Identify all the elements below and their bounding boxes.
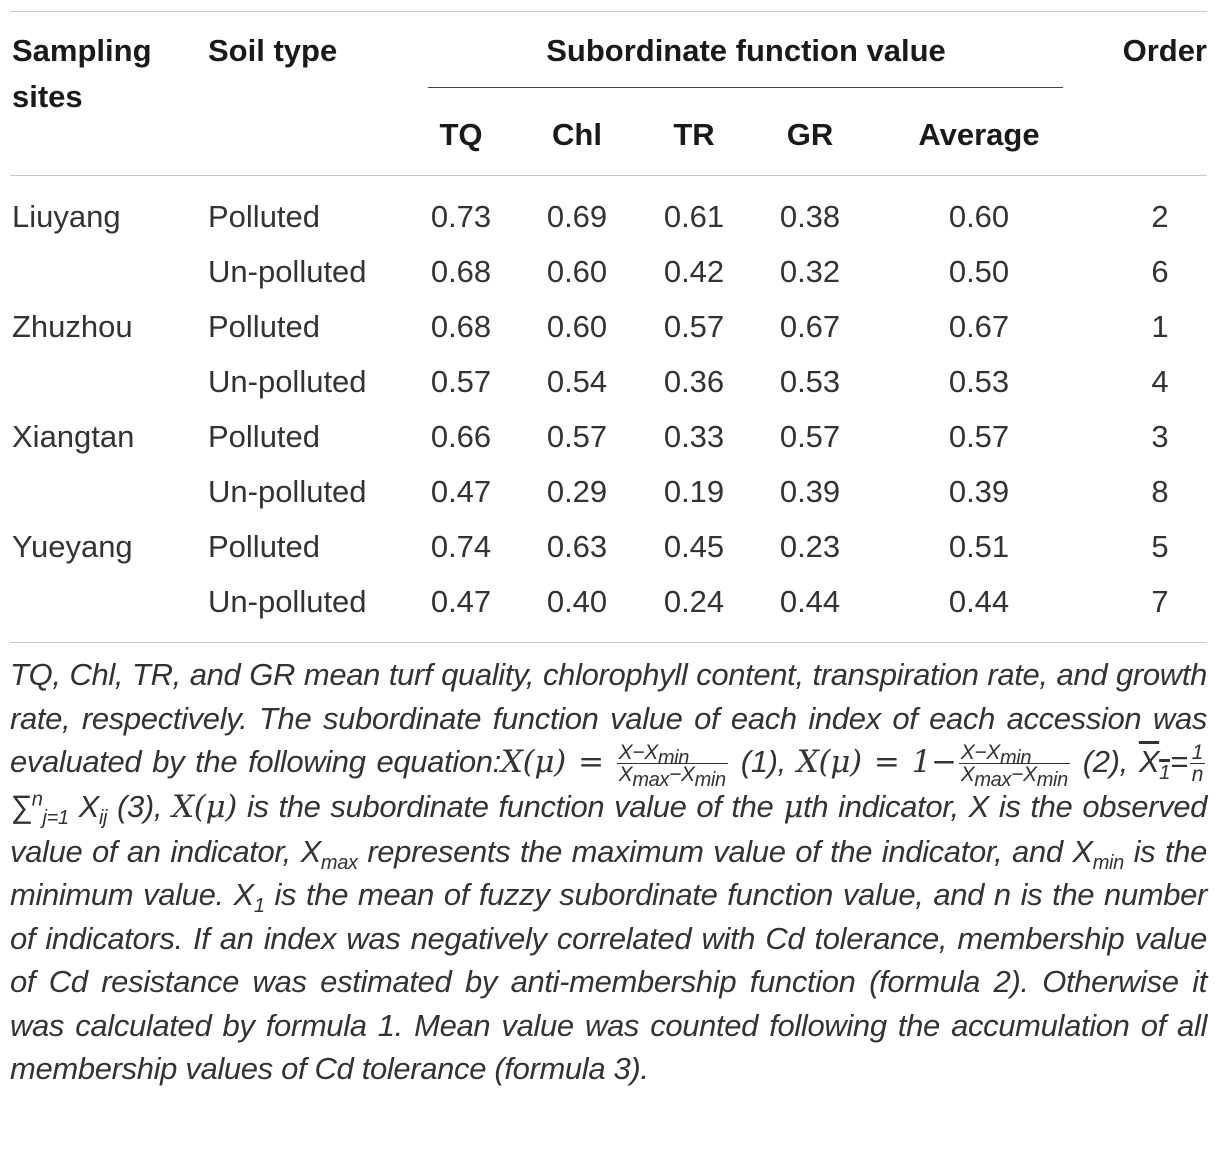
- cell-site: Zhuzhou: [12, 309, 133, 344]
- eq2-lhs: X(μ) = 1−: [796, 744, 957, 780]
- cell-soil: Polluted: [208, 309, 321, 344]
- footnote-intro: TQ, Chl, TR, and GR mean turf quality, chlorophyll content, transpiration rate, and growth rate, respectively. The subordinate function value of each index of each accession was evaluated by the following equation:: [10, 657, 1207, 779]
- cell-gr: 0.53: [779, 364, 841, 399]
- cell-soil: Un-polluted: [208, 474, 367, 509]
- header-sampling-sites: Sampling sites: [12, 33, 152, 114]
- cell-gr: 0.32: [779, 254, 841, 289]
- cell-tr: 0.19: [663, 474, 725, 509]
- cell-tq: 0.47: [430, 474, 492, 509]
- table-header-rule: [10, 175, 1207, 176]
- table-top-rule: [10, 11, 1207, 12]
- eq2-label: (2),: [1082, 744, 1128, 779]
- cell-order: 4: [1151, 364, 1169, 399]
- footnote-text-6: is the mean of fuzzy subordinate function value, and n is the number of indicators. If an index was negatively correlated with Cd tolerance, membership value of Cd resistance was estimated by anti-membership function (formula 2). Otherwise it was calculated by formula 1. Mean value was counted following the accumulation of all membership values of Cd tolerance (formula 3).: [10, 877, 1207, 1087]
- header-average: Average: [918, 117, 1040, 152]
- mu-symbol: μ: [783, 789, 804, 826]
- cell-soil: Polluted: [208, 199, 321, 234]
- subheader-rule: [428, 87, 1063, 88]
- cell-soil: Un-polluted: [208, 584, 367, 619]
- cell-tq: 0.68: [430, 254, 492, 289]
- sum-symbol: ∑: [10, 789, 32, 825]
- cell-order: 1: [1151, 309, 1169, 344]
- footnote-text-4: represents the maximum value of the indicator, and X: [367, 833, 1093, 869]
- cell-site: Xiangtan: [12, 419, 135, 454]
- cell-gr: 0.57: [779, 419, 841, 454]
- cell-chl: 0.69: [546, 199, 608, 234]
- cell-chl: 0.60: [546, 254, 608, 289]
- cell-tr: 0.57: [663, 309, 725, 344]
- cell-average: 0.60: [948, 199, 1010, 234]
- cell-order: 6: [1151, 254, 1169, 289]
- cell-site: Liuyang: [12, 199, 121, 234]
- cell-tr: 0.24: [663, 584, 725, 619]
- cell-gr: 0.23: [779, 529, 841, 564]
- header-subordinate-function-value: Subordinate function value: [546, 33, 946, 68]
- cell-tr: 0.42: [663, 254, 725, 289]
- eq2-fraction: $\frac{X-X_{min}}{X_{max}-X_{min}}$: [960, 741, 1068, 792]
- cell-chl: 0.40: [546, 584, 608, 619]
- cell-soil: Un-polluted: [208, 364, 367, 399]
- header-tq: TQ: [439, 117, 483, 152]
- header-tr: TR: [673, 117, 715, 152]
- cell-tr: 0.33: [663, 419, 725, 454]
- cell-average: 0.67: [948, 309, 1010, 344]
- cell-soil: Polluted: [208, 419, 321, 454]
- cell-gr: 0.39: [779, 474, 841, 509]
- footnote-text-5: is the minimum value. X: [10, 833, 1208, 913]
- header-gr: GR: [786, 117, 834, 152]
- header-soil-type: Soil type: [208, 33, 338, 68]
- cell-tq: 0.57: [430, 364, 492, 399]
- cell-tq: 0.66: [430, 419, 492, 454]
- xmu-symbol: X(μ): [172, 789, 238, 826]
- cell-tr: 0.45: [663, 529, 725, 564]
- header-chl: Chl: [552, 117, 602, 152]
- cell-average: 0.50: [948, 254, 1010, 289]
- cell-order: 2: [1151, 199, 1169, 234]
- table-footnote: TQ, Chl, TR, and GR mean turf quality, chlorophyll content, transpiration rate, and growth rate, respectively. The subordinate function value of each index of each accession was evaluated by the following equation:X(μ) = $\frac{X-X_{min}}{X_{max}-X_{min}}$ (1), X(μ) = 1− $\frac{X-X_{min}}{X_{max}-X_{min}}$ (2), $X_1=$ $\frac{1}{n}$ ∑$^n_{j=1}$ $X_{ij}$ (3), X(μ) is the subordinate function value of the μth indicator, X is the observed value of an indicator, $X_{max}$ represents the maximum value of the indicator, and $X_{min}$ is the minimum value. $X_1$ is the mean of fuzzy subordinate function value, and n is the number of indicators. If an index was negatively correlated with Cd tolerance, membership value of Cd resistance was estimated by anti-membership function (formula 2). Otherwise it was calculated by formula 1. Mean value was counted following the accumulation of all membership values of Cd tolerance (formula 3).: [10, 657, 1208, 1087]
- cell-soil: Un-polluted: [208, 254, 367, 289]
- eq1-lhs: X(μ) =: [500, 744, 604, 780]
- footnote-text-3: th indicator, X is the observed value of an indicator, X: [10, 789, 1208, 869]
- cell-tq: 0.74: [430, 529, 492, 564]
- eq1-fraction: $\frac{X-X_{min}}{X_{max}-X_{min}}$: [618, 741, 726, 792]
- cell-tq: 0.73: [430, 199, 492, 234]
- cell-chl: 0.54: [546, 364, 608, 399]
- cell-soil: Polluted: [208, 529, 321, 564]
- cell-tr: 0.61: [663, 199, 725, 234]
- cell-gr: 0.44: [779, 584, 841, 619]
- cell-tr: 0.36: [663, 364, 725, 399]
- cell-tq: 0.68: [430, 309, 492, 344]
- table-bottom-rule: [10, 642, 1207, 643]
- cell-chl: 0.60: [546, 309, 608, 344]
- cell-site: Yueyang: [12, 529, 133, 564]
- eq3-equals: =: [1169, 744, 1188, 779]
- cell-average: 0.44: [948, 584, 1010, 619]
- cell-order: 7: [1151, 584, 1169, 619]
- eq3-fraction: $\frac{1}{n}$: [1191, 741, 1204, 787]
- cell-average: 0.51: [948, 529, 1010, 564]
- eq3-mean: $X_1$: [1138, 744, 1170, 785]
- cell-gr: 0.67: [779, 309, 841, 344]
- cell-gr: 0.38: [779, 199, 841, 234]
- cell-average: 0.57: [948, 419, 1010, 454]
- cell-chl: 0.63: [546, 529, 608, 564]
- cell-tq: 0.47: [430, 584, 492, 619]
- footnote-text-2: is the subordinate function value of the: [246, 789, 774, 825]
- cell-order: 5: [1151, 529, 1169, 564]
- eq3-label: (3),: [117, 789, 163, 825]
- cell-average: 0.53: [948, 364, 1010, 399]
- cell-average: 0.39: [948, 474, 1010, 509]
- header-order: Order: [1122, 33, 1207, 68]
- cell-order: 8: [1151, 474, 1169, 509]
- cell-chl: 0.57: [546, 419, 608, 454]
- cell-order: 3: [1151, 419, 1169, 454]
- eq1-label: (1),: [740, 744, 786, 779]
- cell-chl: 0.29: [546, 474, 608, 509]
